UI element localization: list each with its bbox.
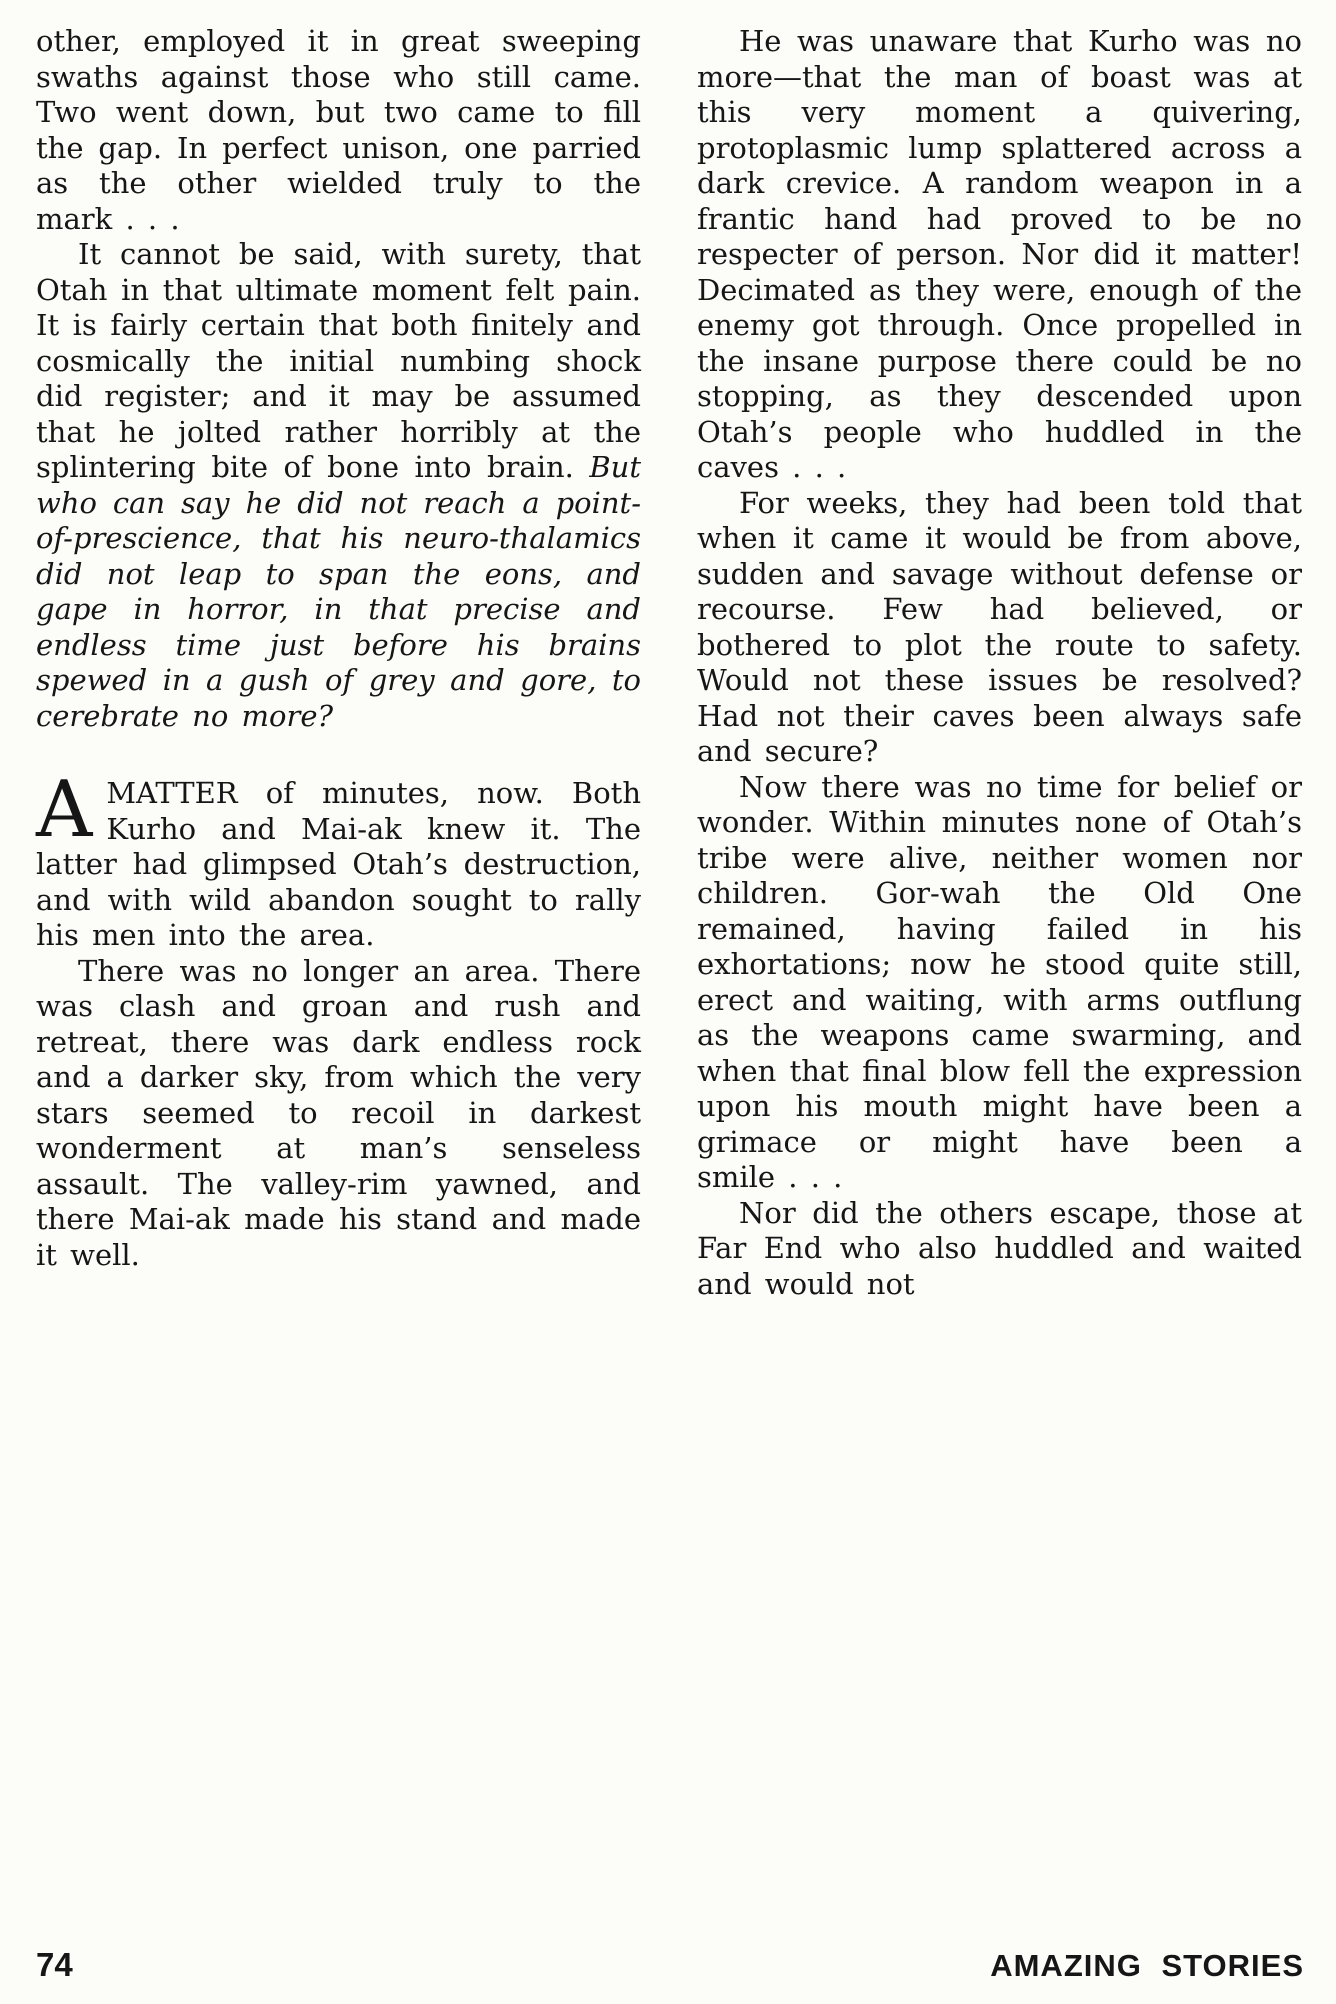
right-column [697, 24, 1302, 1302]
paragraph [697, 24, 1302, 486]
text-segment: Now there was no time for belief or wonder. Within minutes none of Otah’s tribe were alive, neither women nor children. Gor-wah the Old One remained, having failed in his exhortations; now he stood quite still, erect and waiting, with arms outflung as the weapons came swarming, and when that final blow fell the expression upon his mouth might have been a grimace or might have been a smile . . . [697, 769, 1302, 1194]
paragraph [36, 24, 641, 237]
text-segment: There was no longer an area. There was clash and groan and rush and retreat, there was dark endless rock and a darker sky, from which the very stars seemed to recoil in darkest wonderment at man’s senseless assault. The valley-rim yawned, and there Mai-ak made his stand and made it well. [36, 953, 641, 1272]
page-number: 74 [36, 1946, 73, 1983]
magazine-title: AMAZING STORIES [990, 1948, 1304, 1983]
text-segment: He was unaware that Kurho was no more—that the man of boast was at this very moment a quivering, protoplasmic lump splattered across a dark crevice. A random weapon in a frantic hand had proved to be no respecter of person. Nor did it matter! Decimated as they were, enough of the enemy got through. Once propelled in the insane purpose there could be no stopping, as they descended upon Otah’s people who huddled in the caves . . . [697, 24, 1302, 484]
paragraph [697, 770, 1302, 1196]
text-columns [36, 24, 1302, 1302]
paragraph [697, 1196, 1302, 1303]
italic-text-segment: But who can say he did not reach a point-of-prescience, that his neuro-thalamics did not leap to span the eons, and gape in horror, in that precise and endless time just before his brains spewed in a gush of grey and gore, to cerebrate no more? [36, 450, 641, 733]
text-segment: For weeks, they had been told that when it came it would be from above, sudden and savage without defense or recourse. Few had believed, or bothered to plot the route to safety. Would not these issues be resolved? Had not their caves been always safe and secure? [697, 485, 1302, 768]
paragraph [36, 765, 641, 954]
text-segment: other, employed it in great sweeping swaths against those who still came. Two went down, but two came to fill the gap. In perfect unison, one parried as the other wielded truly to the mark . . . [36, 24, 641, 236]
text-segment: Nor did the others escape, those at Far End who also huddled and waited and would not [697, 1195, 1302, 1301]
paragraph [697, 486, 1302, 770]
left-column [36, 24, 641, 1302]
drop-cap-letter: A [36, 765, 93, 855]
text-segment: MATTER of minutes, now. Both Kurho and Mai-ak knew it. The latter had glimpsed Otah’s destruction, and with wild abandon sought to rally his men into the area. [36, 776, 641, 952]
page-footer [36, 1946, 1304, 1984]
paragraph [36, 954, 641, 1274]
text-segment: It cannot be said, with surety, that Otah in that ultimate moment felt pain. It is fairly certain that both finitely and cosmically the initial numbing shock did register; and it may be assumed that he jolted rather horribly at the splintering bite of bone into brain. [36, 237, 641, 484]
paragraph [36, 237, 641, 734]
